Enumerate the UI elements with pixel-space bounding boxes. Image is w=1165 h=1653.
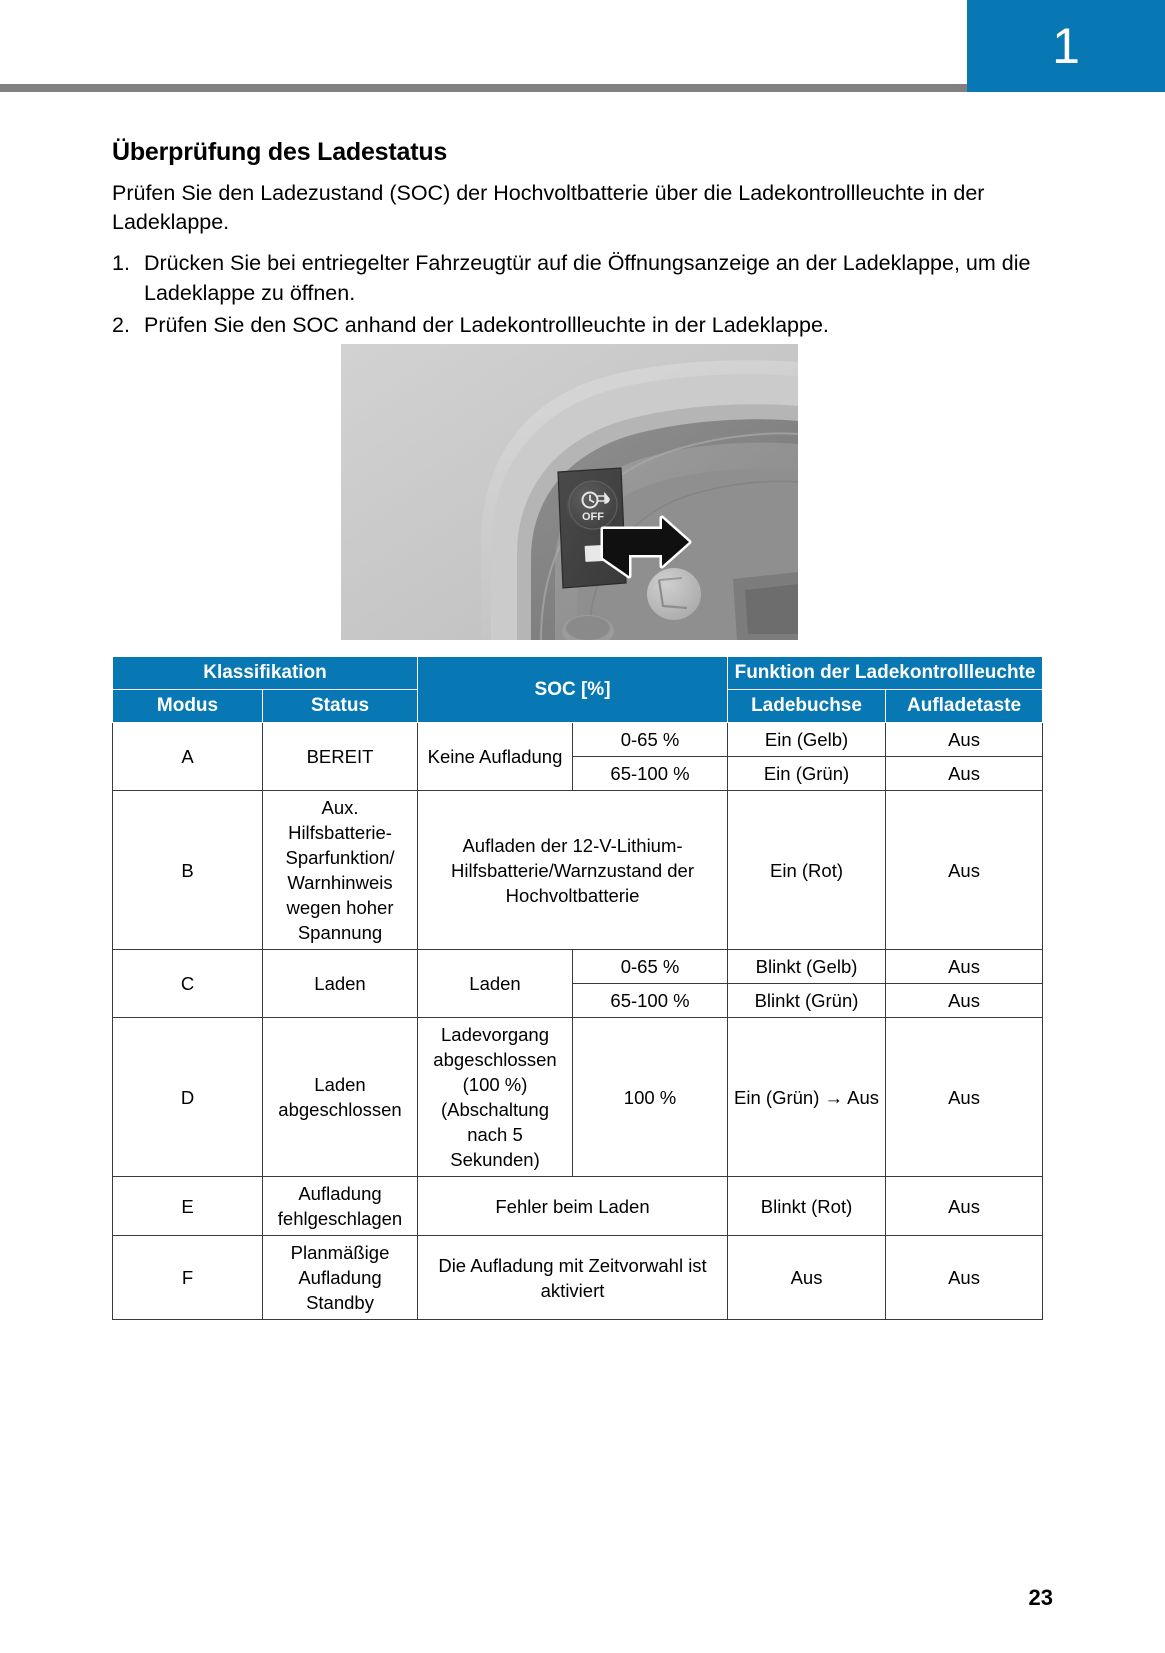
- cell-soc-value: 65-100 %: [573, 984, 728, 1018]
- cell-mode: B: [113, 791, 263, 950]
- cell-mode: D: [113, 1018, 263, 1177]
- charge-port-figure: [341, 344, 798, 640]
- cell-ladebuchse: Ein (Grün): [728, 757, 886, 791]
- table-row: [113, 791, 1043, 950]
- chapter-tab: [967, 0, 1165, 92]
- cell-ladebuchse: Ein (Rot): [728, 791, 886, 950]
- cell-aufladetaste: Aus: [886, 1177, 1043, 1236]
- cell-status: Laden: [263, 950, 418, 1018]
- cell-mode: E: [113, 1177, 263, 1236]
- cell-soc-desc: Ladevorgang abgeschlossen (100 %) (Abschaltung nach 5 Sekunden): [418, 1018, 573, 1177]
- chapter-number: 1: [1052, 18, 1080, 74]
- cell-ladebuchse: Ein (Gelb): [728, 723, 886, 757]
- header-klassifikation: Klassifikation: [113, 657, 418, 690]
- cell-ladebuchse: Blinkt (Gelb): [728, 950, 886, 984]
- table-row: [113, 1236, 1043, 1320]
- list-item: [112, 249, 1042, 308]
- list-item: [112, 311, 1042, 341]
- header-funktion: Funktion der Ladekontrollleuchte: [728, 657, 1043, 690]
- cell-soc-value: 0-65 %: [573, 723, 728, 757]
- soc-status-table: [112, 656, 1043, 1320]
- cell-status: Laden abgeschlossen: [263, 1018, 418, 1177]
- header-aufladetaste: Aufladetaste: [886, 690, 1043, 723]
- cell-aufladetaste: Aus: [886, 1018, 1043, 1177]
- cell-mode: A: [113, 723, 263, 791]
- step-text: Drücken Sie bei entriegelter Fahrzeugtür auf die Öffnungsanzeige an der Ladeklappe, um die Ladeklappe zu öffnen.: [144, 251, 1031, 305]
- header-modus: Modus: [113, 690, 263, 723]
- section-content: [112, 138, 1042, 344]
- cell-aufladetaste: Aus: [886, 1236, 1043, 1320]
- cell-status: Aux. Hilfsbatterie-Sparfunktion/ Warnhinweis wegen hoher Spannung: [263, 791, 418, 950]
- cell-mode: C: [113, 950, 263, 1018]
- header-status: Status: [263, 690, 418, 723]
- off-label: OFF: [582, 511, 604, 523]
- cell-status: Planmäßige Aufladung Standby: [263, 1236, 418, 1320]
- cell-ladebuchse: Aus: [728, 1236, 886, 1320]
- header-ladebuchse: Ladebuchse: [728, 690, 886, 723]
- step-list: [112, 249, 1042, 341]
- table-row: [113, 723, 1043, 757]
- step-number: 1.: [112, 251, 130, 275]
- cell-soc-desc: Die Aufladung mit Zeitvorwahl ist aktiviert: [418, 1236, 728, 1320]
- table-row: [113, 950, 1043, 984]
- cell-aufladetaste: Aus: [886, 757, 1043, 791]
- page-number: 23: [1028, 1585, 1053, 1610]
- cell-soc-desc: Keine Aufladung: [418, 723, 573, 791]
- cell-soc-value: 0-65 %: [573, 950, 728, 984]
- section-intro: Prüfen Sie den Ladezustand (SOC) der Hochvoltbatterie über die Ladekontrollleuchte in der Ladeklappe.: [112, 181, 985, 234]
- cell-ladebuchse: Blinkt (Grün): [728, 984, 886, 1018]
- cell-ladebuchse: Ein (Grün) → Aus: [728, 1018, 886, 1177]
- cell-aufladetaste: Aus: [886, 791, 1043, 950]
- page-header: [0, 0, 1165, 92]
- cell-soc-desc: Laden: [418, 950, 573, 1018]
- cell-status: BEREIT: [263, 723, 418, 791]
- header-soc: SOC [%]: [418, 657, 728, 723]
- cell-mode: F: [113, 1236, 263, 1320]
- cell-aufladetaste: Aus: [886, 984, 1043, 1018]
- table-row: [113, 1018, 1043, 1177]
- table-row: [113, 1177, 1043, 1236]
- cell-ladebuchse: Blinkt (Rot): [728, 1177, 886, 1236]
- cell-aufladetaste: Aus: [886, 723, 1043, 757]
- cell-soc-desc: Fehler beim Laden: [418, 1177, 728, 1236]
- cell-soc-value: 100 %: [573, 1018, 728, 1177]
- step-number: 2.: [112, 313, 130, 337]
- step-text: Prüfen Sie den SOC anhand der Ladekontrollleuchte in der Ladeklappe.: [144, 313, 829, 337]
- charge-port-illustration: [341, 344, 798, 640]
- cell-soc-desc: Aufladen der 12-V-Lithium-Hilfsbatterie/Warnzustand der Hochvoltbatterie: [418, 791, 728, 950]
- cell-status: Aufladung fehlgeschlagen: [263, 1177, 418, 1236]
- cell-soc-value: 65-100 %: [573, 757, 728, 791]
- table-header-row-1: [113, 657, 1043, 690]
- port-cap-icon: [647, 568, 701, 620]
- cell-aufladetaste: Aus: [886, 950, 1043, 984]
- page-title: Überprüfung des Ladestatus: [112, 138, 448, 166]
